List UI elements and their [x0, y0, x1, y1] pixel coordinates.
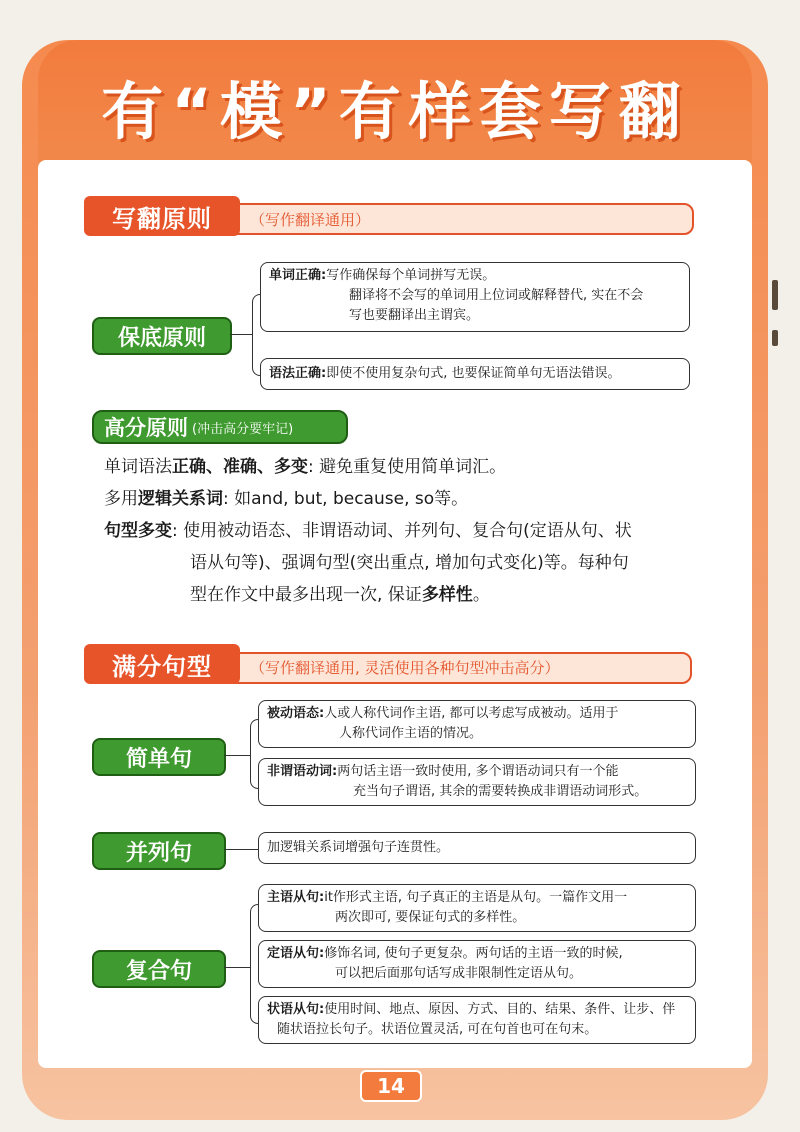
- high-line-2-b: 逻辑关系词: [138, 489, 223, 509]
- adverbial-clause-text: 使用时间、地点、原因、方式、目的、结果、条件、让步、伴: [324, 1002, 676, 1017]
- high-line-4: 语从句等)、强调句型(突出重点, 增加句式变化)等。每种句: [190, 553, 629, 573]
- grammar-correct-box: [260, 358, 690, 390]
- attributive-clause-box: [258, 940, 696, 988]
- simple-sentence-label: 简单句: [92, 738, 226, 776]
- high-line-5-b: 多样性: [421, 585, 473, 605]
- word-correct-text: 写作确保每个单词拼写无误。: [326, 268, 496, 283]
- complex-sentence-label: 复合句: [92, 950, 226, 988]
- subject-clause-box: [258, 884, 696, 932]
- high-line-1-b: 正确、准确、多变: [172, 457, 308, 477]
- page-edge-mark: [772, 330, 778, 346]
- high-score-note: (冲击高分要牢记): [192, 421, 294, 437]
- page-title: 有“模”有样套写翻: [101, 75, 689, 148]
- high-line-1: [104, 452, 506, 482]
- high-line-2: [104, 484, 468, 514]
- high-line-1-a: 单词语法: [104, 457, 172, 477]
- subject-clause-text2: 两次即可, 要保证句式的多样性。: [335, 910, 526, 925]
- compound-sentence-label: 并列句: [92, 832, 226, 870]
- adverbial-clause-label: 状语从句:: [267, 1002, 325, 1017]
- baseline-stem: [230, 334, 252, 335]
- page-number: 14: [360, 1070, 422, 1102]
- non-predicate-box: [258, 758, 696, 806]
- compound-text: 加逻辑关系词增强句子连贯性。: [267, 840, 450, 855]
- non-predicate-text: 两句话主语一致时使用, 多个谓语动词只有一个能: [337, 764, 619, 779]
- non-predicate-text2: 充当句子谓语, 其余的需要转换成非谓语动词形式。: [353, 784, 648, 799]
- passive-voice-text2: 人称代词作主语的情况。: [339, 726, 483, 741]
- high-score-principle-label: [92, 410, 348, 444]
- simple-stem: [224, 755, 250, 756]
- high-line-5-a: 型在作文中最多出现一次, 保证: [190, 585, 422, 605]
- complex-stem: [224, 967, 250, 968]
- compound-stem: [224, 849, 258, 850]
- passive-voice-label: 被动语态:: [267, 706, 325, 721]
- high-line-1-c: : 避免重复使用简单词汇。: [308, 457, 507, 477]
- grammar-correct-label: 语法正确:: [269, 366, 327, 381]
- compound-box: [258, 832, 696, 864]
- section2-note: （写作翻译通用, 灵活使用各种句型冲击高分）: [250, 659, 560, 677]
- subject-clause-label: 主语从句:: [267, 890, 325, 905]
- baseline-principle-label: 保底原则: [92, 317, 232, 355]
- high-line-5: [190, 580, 490, 610]
- subject-clause-text: it作形式主语, 句子真正的主语是从句。一篇作文用一: [324, 890, 628, 905]
- attributive-clause-text: 修饰名词, 使句子更复杂。两句话的主语一致的时候,: [324, 946, 623, 961]
- adverbial-clause-text2: 随状语拉长句子。状语位置灵活, 可在句首也可在句末。: [277, 1022, 598, 1037]
- word-correct-line2: 翻译将不会写的单词用上位词或解释替代, 实在不会: [349, 288, 644, 303]
- word-correct-line3: 写也要翻译出主谓宾。: [349, 308, 480, 323]
- attributive-clause-text2: 可以把后面那句话写成非限制性定语从句。: [335, 966, 583, 981]
- high-line-5-c: 。: [472, 585, 490, 605]
- grammar-correct-text: 即使不使用复杂句式, 也要保证简单句无语法错误。: [326, 366, 621, 381]
- section1-note: （写作翻译通用）: [250, 211, 371, 229]
- section1-heading: 写翻原则: [84, 196, 240, 236]
- high-line-3-a: 句型多变: [104, 521, 172, 541]
- high-line-2-c: : 如and, but, because, so等。: [223, 489, 469, 509]
- word-correct-box: [260, 262, 690, 332]
- high-line-2-a: 多用: [104, 489, 138, 509]
- passive-voice-text: 人或人称代词作主语, 都可以考虑写成被动。适用于: [324, 706, 619, 721]
- section2-heading: 满分句型: [84, 644, 240, 684]
- word-correct-label: 单词正确:: [269, 268, 327, 283]
- high-line-3: [104, 516, 632, 546]
- high-score-title: 高分原则: [104, 416, 188, 440]
- page-edge-mark: [772, 280, 778, 310]
- attributive-clause-label: 定语从句:: [267, 946, 325, 961]
- adverbial-clause-box: [258, 996, 696, 1044]
- passive-voice-box: [258, 700, 696, 748]
- non-predicate-label: 非谓语动词:: [267, 764, 338, 779]
- high-line-3-b: : 使用被动语态、非谓语动词、并列句、复合句(定语从句、状: [172, 521, 632, 541]
